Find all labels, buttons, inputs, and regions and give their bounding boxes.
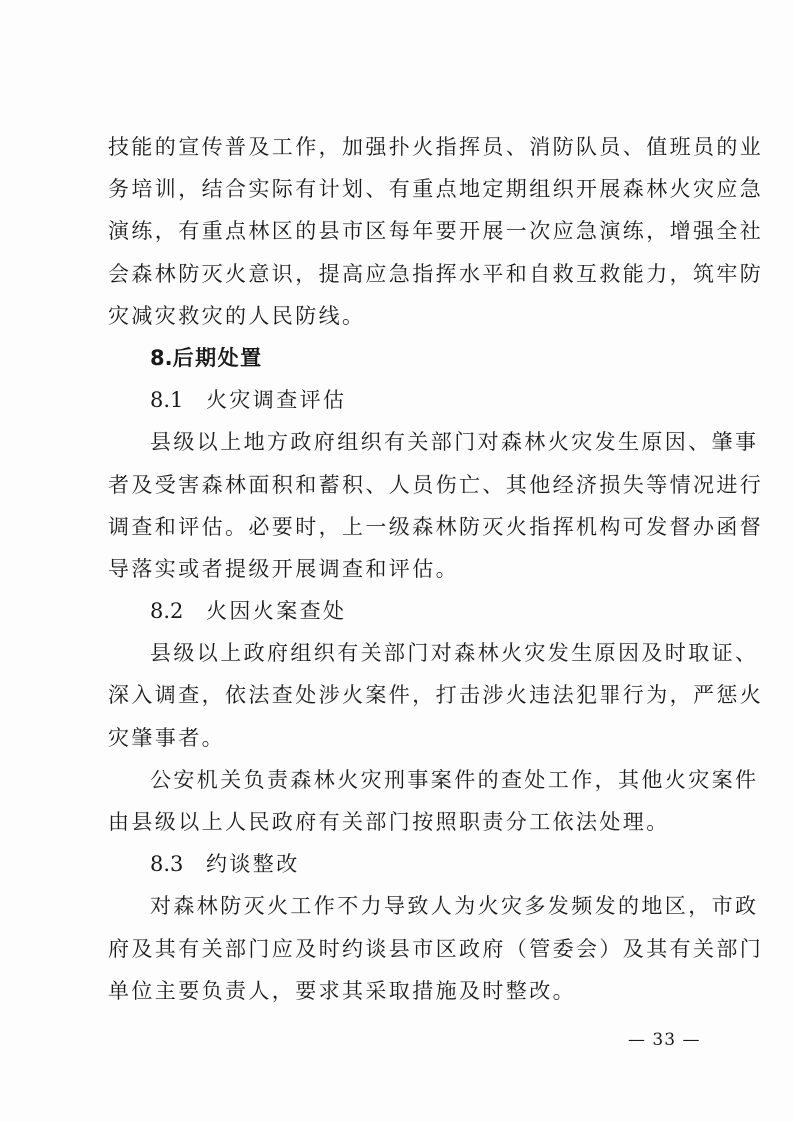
- body-line: 灾肇事者。: [108, 725, 225, 750]
- body-line: 导落实或者提级开展调查和评估。: [108, 556, 459, 581]
- subsection-number: 8.2: [150, 599, 184, 624]
- subsection-title: 火因火案查处: [206, 599, 347, 624]
- body-line: 会森林防灭火意识，提高应急指挥水平和自救互救能力，筑牢防: [108, 261, 764, 286]
- subsection-title: 约谈整改: [206, 852, 300, 877]
- subsection-heading-8-2: [108, 590, 696, 632]
- body-line: 对森林防灭火工作不力导致人为火灾多发频发的地区，市政: [150, 894, 759, 919]
- body-line: 公安机关负责森林火灾刑事案件的查处工作，其他火灾案件: [150, 767, 759, 792]
- body-line: 调查和评估。必要时，上一级森林防灭火指挥机构可发督办函督: [108, 514, 764, 539]
- section-title: 后期处置: [172, 345, 263, 370]
- body-line: 县级以上地方政府组织有关部门对森林火灾发生原因、肇事: [150, 430, 759, 455]
- body-line: 府及其有关部门应及时约谈县市区政府（管委会）及其有关部门: [108, 936, 764, 961]
- subsection-title: 火灾调查评估: [206, 388, 347, 413]
- subsection-number: 8.3: [150, 852, 184, 877]
- subsection-heading-8-3: [108, 843, 696, 885]
- page-number: — 33 —: [628, 1030, 701, 1050]
- section-number: 8.: [150, 345, 173, 370]
- body-line: 县级以上政府组织有关部门对森林火灾发生原因及时取证、: [150, 641, 759, 666]
- subsection-heading-8-1: [108, 379, 696, 421]
- body-line: 技能的宣传普及工作，加强扑火指挥员、消防队员、值班员的业: [108, 135, 764, 159]
- body-line: 深入调查，依法查处涉火案件，打击涉火违法犯罪行为，严惩火: [108, 683, 764, 708]
- body-line: 者及受害森林面积和蓄积、人员伤亡、其他经济损失等情况进行: [108, 472, 764, 497]
- body-line: 演练，有重点林区的县市区每年要开展一次应急演练，增强全社: [108, 219, 764, 244]
- body-line: 单位主要负责人，要求其采取措施及时整改。: [108, 978, 576, 1003]
- body-line: 务培训，结合实际有计划、有重点地定期组织开展森林火灾应急: [108, 177, 764, 202]
- subsection-number: 8.1: [150, 388, 184, 413]
- body-line: 由县级以上人民政府有关部门按照职责分工依法处理。: [108, 810, 670, 834]
- section-heading-8: [108, 337, 696, 379]
- document-body: [108, 126, 764, 1012]
- body-line: 灾减灾救灾的人民防线。: [108, 303, 366, 328]
